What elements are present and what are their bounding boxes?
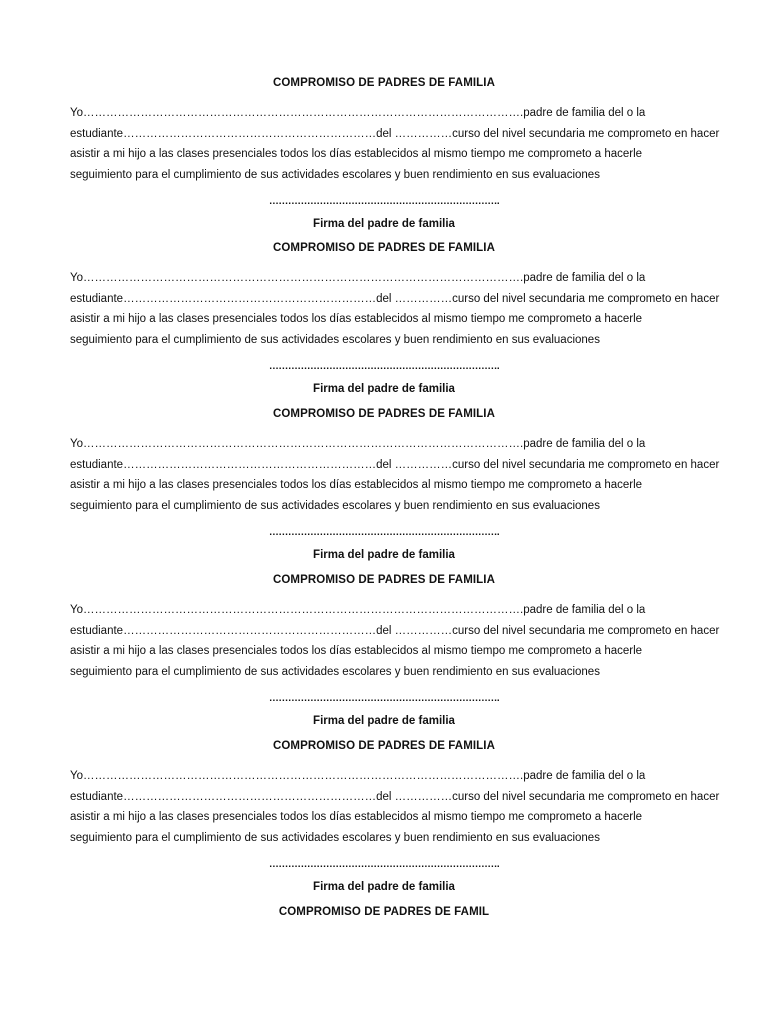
section-title: COMPROMISO DE PADRES DE FAMILIA: [272, 740, 496, 752]
paragraph-line: seguimiento para el cumplimiento de sus actividades escolares y buen rendimiento en sus evaluaciones: [70, 665, 600, 678]
paragraph-line: Yo…………………………………………………………………………………………………….padre de familia del o la: [70, 604, 646, 616]
commitment-paragraph: [70, 268, 720, 350]
paragraph-line: Yo…………………………………………………………………………………………………….padre de familia del o la: [70, 438, 646, 450]
commitment-paragraph: [70, 766, 720, 848]
signature-line: ……………………………………………………………….: [268, 196, 500, 207]
paragraph-line: asistir a mi hijo a las clases presenciales todos los días establecidos al mismo tiempo me comprometo a hacerle: [70, 148, 643, 160]
paragraph-line: Yo…………………………………………………………………………………………………….padre de familia del o la: [70, 770, 646, 782]
signature-line: ……………………………………………………………….: [268, 361, 500, 372]
paragraph-line: estudiante…………………………………………………………del ……………curso del nivel secundaria me comprometo en hacer: [70, 624, 720, 637]
signature-label: Firma del padre de familia: [313, 549, 455, 561]
signature-label: Firma del padre de familia: [313, 715, 455, 727]
paragraph-line: Yo…………………………………………………………………………………………………….padre de familia del o la: [70, 272, 646, 284]
signature-line: ……………………………………………………………….: [268, 693, 500, 704]
paragraph-line: estudiante…………………………………………………………del ……………curso del nivel secundaria me comprometo en hacer: [70, 292, 720, 305]
section-title: COMPROMISO DE PADRES DE FAMILIA: [272, 408, 496, 420]
signature-label: Firma del padre de familia: [313, 881, 455, 893]
paragraph-line: seguimiento para el cumplimiento de sus actividades escolares y buen rendimiento en sus evaluaciones: [70, 333, 600, 346]
commitment-paragraph: [70, 434, 720, 516]
signature-line: ……………………………………………………………….: [268, 527, 500, 538]
commitment-paragraph: [70, 103, 720, 185]
commitment-paragraph: [70, 600, 720, 682]
signature-line: ……………………………………………………………….: [268, 859, 500, 870]
section-title: COMPROMISO DE PADRES DE FAMILIA: [272, 77, 496, 89]
paragraph-line: asistir a mi hijo a las clases presenciales todos los días establecidos al mismo tiempo me comprometo a hacerle: [70, 313, 643, 325]
paragraph-line: seguimiento para el cumplimiento de sus actividades escolares y buen rendimiento en sus evaluaciones: [70, 168, 600, 181]
paragraph-line: asistir a mi hijo a las clases presenciales todos los días establecidos al mismo tiempo me comprometo a hacerle: [70, 479, 643, 491]
section-title: COMPROMISO DE PADRES DE FAMILIA: [272, 242, 496, 254]
paragraph-line: estudiante…………………………………………………………del ……………curso del nivel secundaria me comprometo en hacer: [70, 127, 720, 140]
signature-label: Firma del padre de familia: [313, 218, 455, 230]
paragraph-line: estudiante…………………………………………………………del ……………curso del nivel secundaria me comprometo en hacer: [70, 790, 720, 803]
paragraph-line: seguimiento para el cumplimiento de sus actividades escolares y buen rendimiento en sus evaluaciones: [70, 831, 600, 844]
signature-label: Firma del padre de familia: [313, 383, 455, 395]
section-title-truncated: COMPROMISO DE PADRES DE FAMIL: [278, 906, 490, 918]
paragraph-line: asistir a mi hijo a las clases presenciales todos los días establecidos al mismo tiempo me comprometo a hacerle: [70, 811, 643, 823]
paragraph-line: asistir a mi hijo a las clases presenciales todos los días establecidos al mismo tiempo me comprometo a hacerle: [70, 645, 643, 657]
paragraph-line: seguimiento para el cumplimiento de sus actividades escolares y buen rendimiento en sus evaluaciones: [70, 499, 600, 512]
section-title: COMPROMISO DE PADRES DE FAMILIA: [272, 574, 496, 586]
paragraph-line: Yo…………………………………………………………………………………………………….padre de familia del o la: [70, 107, 646, 119]
paragraph-line: estudiante…………………………………………………………del ……………curso del nivel secundaria me comprometo en hacer: [70, 458, 720, 471]
